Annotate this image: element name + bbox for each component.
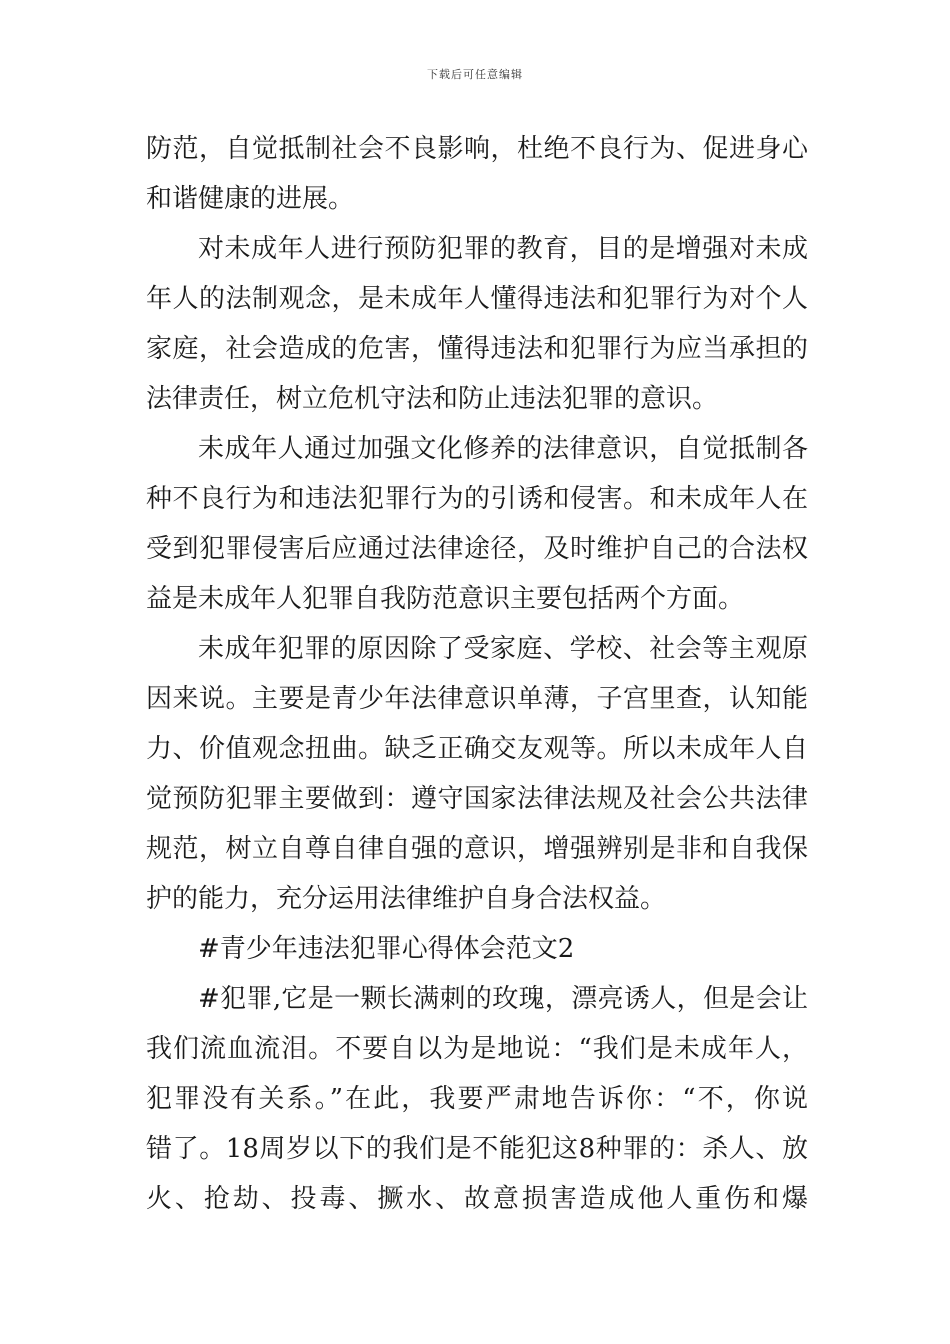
text-line: 种不良行为和违法犯罪行为的引诱和侵害。和未成年人在 — [146, 484, 808, 514]
text-line: 火、抢劫、投毒、撅水、故意损害造成他人重伤和爆 — [146, 1184, 808, 1214]
text-line: 年人的法制观念，是未成年人懂得违法和犯罪行为对个人 — [146, 284, 808, 314]
text-line: 因来说。主要是青少年法律意识单薄，子宫里查，认知能 — [146, 684, 808, 714]
section-heading: #青少年违法犯罪心得体会范文2 — [198, 934, 575, 964]
text-line: 未成年犯罪的原因除了受家庭、学校、社会等主观原 — [198, 634, 808, 664]
text-line: 防范，自觉抵制社会不良影响，杜绝不良行为、促进身心 — [146, 134, 808, 164]
text-line: 力、价值观念扭曲。缺乏正确交友观等。所以未成年人自 — [146, 734, 808, 764]
page-header-note: 下载后可任意编辑 — [427, 68, 523, 81]
text-line: 和谐健康的进展。 — [146, 184, 355, 214]
text-line: 犯罪没有关系。”在此，我要严肃地告诉你：“不，你说 — [146, 1084, 808, 1114]
text-line: 我们流血流泪。不要自以为是地说：“我们是未成年人， — [146, 1034, 808, 1064]
text-line: 错了。18周岁以下的我们是不能犯这8种罪的：杀人、放 — [146, 1134, 808, 1164]
text-line: 对未成年人进行预防犯罪的教育，目的是增强对未成 — [198, 234, 808, 264]
text-line: 护的能力，充分运用法律维护自身合法权益。 — [146, 884, 667, 914]
text-line: 觉预防犯罪主要做到：遵守国家法律法规及社会公共法律 — [146, 784, 808, 814]
document-body — [146, 124, 808, 1224]
text-line: 受到犯罪侵害后应通过法律途径，及时维护自己的合法权 — [146, 534, 808, 564]
text-line: 家庭，社会造成的危害，懂得违法和犯罪行为应当承担的 — [146, 334, 808, 364]
text-line: 法律责任，树立危机守法和防止违法犯罪的意识。 — [146, 384, 719, 414]
text-line: 益是未成年人犯罪自我防范意识主要包括两个方面。 — [146, 584, 745, 614]
text-line: 未成年人通过加强文化修养的法律意识，自觉抵制各 — [198, 434, 808, 464]
text-line: 规范，树立自尊自律自强的意识，增强辨别是非和自我保 — [146, 834, 808, 864]
text-line: #犯罪,它是一颗长满刺的玫瑰，漂亮诱人，但是会让 — [198, 984, 808, 1014]
